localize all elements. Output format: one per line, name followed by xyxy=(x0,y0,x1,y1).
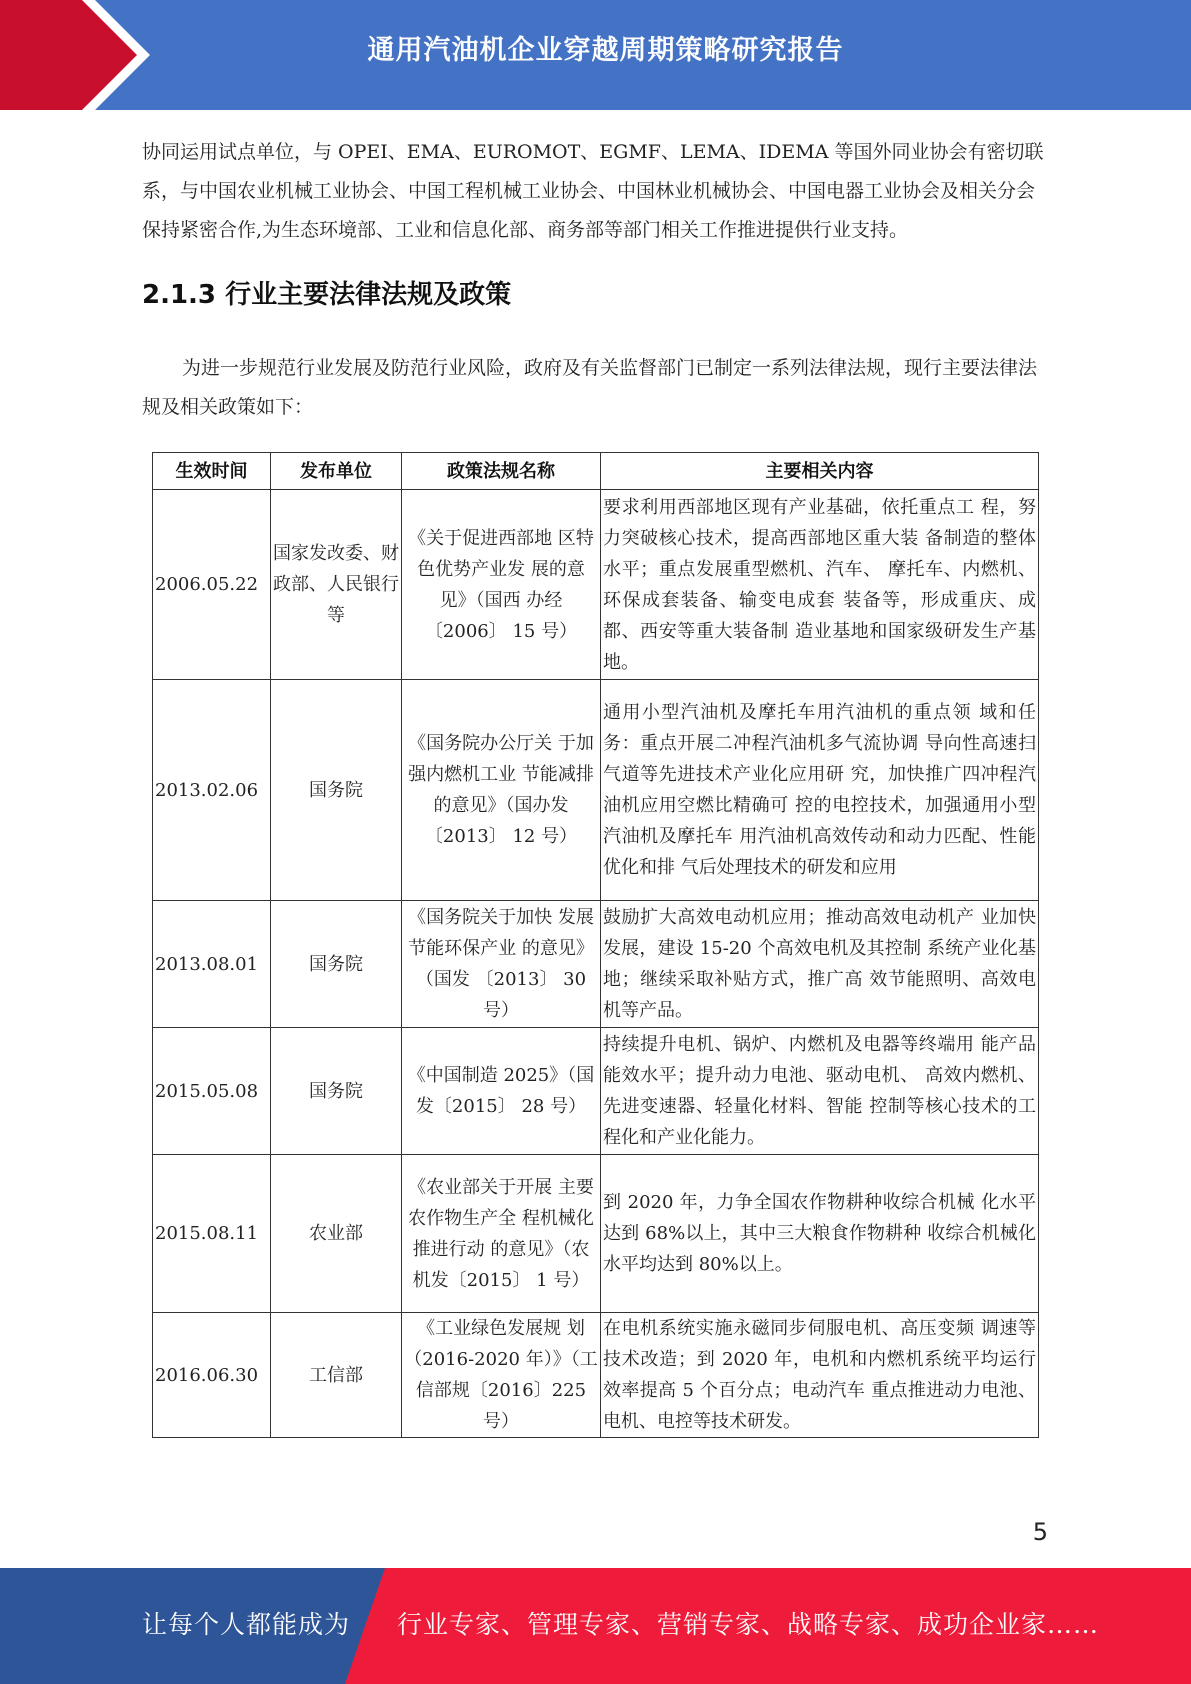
table-row xyxy=(153,680,1039,901)
cell-policy-name: 《中国制造 2025》（国发〔2015〕 28 号） xyxy=(402,1028,601,1155)
header-policy-name: 政策法规名称 xyxy=(402,453,601,490)
table-header-row xyxy=(153,453,1039,490)
cell-date: 2006.05.22 xyxy=(153,490,271,680)
cell-policy-name: 《关于促进西部地 区特色优势产业发 展的意见》（国西 办经〔2006〕 15 号） xyxy=(402,490,601,680)
cell-policy-name: 《国务院关于加快 发展节能环保产业 的意见》（国发 〔2013〕 30 号） xyxy=(402,901,601,1028)
footer-slogan-right: 行业专家、管理专家、营销专家、战略专家、成功企业家…… xyxy=(397,1610,1100,1639)
cell-policy-name: 《农业部关于开展 主要农作物生产全 程机械化推进行动 的意见》（农机发〔2015〕 1 号） xyxy=(402,1155,601,1313)
table-row xyxy=(153,901,1039,1028)
header-effective-date: 生效时间 xyxy=(153,453,271,490)
cell-policy-name: 《国务院办公厅关 于加强内燃机工业 节能减排的意见》（国办发〔2013〕 12 号） xyxy=(402,680,601,901)
cell-unit: 国务院 xyxy=(271,1028,402,1155)
page-header xyxy=(0,0,1191,110)
header-issuing-unit: 发布单位 xyxy=(271,453,402,490)
cell-date: 2013.08.01 xyxy=(153,901,271,1028)
report-title: 通用汽油机企业穿越周期策略研究报告 xyxy=(367,35,844,66)
page-number: 5 xyxy=(1032,1518,1048,1546)
cell-content: 鼓励扩大高效电动机应用；推动高效电动机产 业加快发展，建设 15-20 个高效电机及其控制 系统产业化基地；继续采取补贴方式，推广高 效节能照明、高效电机等产品。 xyxy=(601,901,1039,1028)
cell-policy-name: 《工业绿色发展规 划（2016-2020 年）》（工信部规〔2016〕225 号） xyxy=(402,1313,601,1438)
section-paragraph: 为进一步规范行业发展及防范行业风险，政府及有关监督部门已制定一系列法律法规，现行主要法律法规及相关政策如下： xyxy=(142,357,1038,418)
page-footer xyxy=(0,1568,1191,1684)
cell-unit: 国家发改委、财政部、人民银行等 xyxy=(271,490,402,680)
cell-unit: 农业部 xyxy=(271,1155,402,1313)
policy-table xyxy=(152,452,1039,1438)
cell-unit: 国务院 xyxy=(271,680,402,901)
table-row xyxy=(153,1155,1039,1313)
cell-date: 2013.02.06 xyxy=(153,680,271,901)
footer-slogan-left: 让每个人都能成为 xyxy=(142,1610,351,1639)
table-row xyxy=(153,1313,1039,1438)
cell-content: 到 2020 年，力争全国农作物耕种收综合机械 化水平达到 68%以上，其中三大粮食作物耕种 收综合机械化水平均达到 80%以上。 xyxy=(601,1155,1039,1313)
cell-unit: 国务院 xyxy=(271,901,402,1028)
cell-date: 2015.05.08 xyxy=(153,1028,271,1155)
cell-content: 在电机系统实施永磁同步伺服电机、高压变频 调速等技术改造；到 2020 年，电机和内燃机系统平均运行效率提高 5 个百分点；电动汽车 重点推进动力电池、电机、电控等技术研发。 xyxy=(601,1313,1039,1438)
intro-paragraph: 协同运用试点单位，与 OPEI、EMA、EUROMOT、EGMF、LEMA、IDEMA 等国外同业协会有密切联系，与中国农业机械工业协会、中国工程机械工业协会、中国林业机械协会、中国电器工业协会及相关分会保持紧密合作,为生态环境部、工业和信息化部、商务部等部门相关工作推进提供行业支持。 xyxy=(142,141,1044,241)
table-row xyxy=(153,1028,1039,1155)
table-row xyxy=(153,490,1039,680)
section-heading: 2.1.3 行业主要法律法规及政策 xyxy=(142,280,512,310)
cell-content: 要求利用西部地区现有产业基础，依托重点工 程，努力突破核心技术，提高西部地区重大装 备制造的整体水平；重点发展重型燃机、汽车、 摩托车、内燃机、环保成套装备、输变电成套 装备等，形成重庆、成都、西安等重大装备制 造业基地和国家级研发生产基地。 xyxy=(601,490,1039,680)
cell-date: 2015.08.11 xyxy=(153,1155,271,1313)
cell-date: 2016.06.30 xyxy=(153,1313,271,1438)
cell-content: 通用小型汽油机及摩托车用汽油机的重点领 域和任务：重点开展二冲程汽油机多气流协调 导向性高速扫气道等先进技术产业化应用研 究，加快推广四冲程汽油机应用空燃比精确可 控的电控技术，加强通用小型汽油机及摩托车 用汽油机高效传动和动力匹配、性能优化和排 气后处理技术的研发和应用 xyxy=(601,680,1039,901)
header-main-content: 主要相关内容 xyxy=(601,453,1039,490)
cell-unit: 工信部 xyxy=(271,1313,402,1438)
cell-content: 持续提升电机、锅炉、内燃机及电器等终端用 能产品能效水平；提升动力电池、驱动电机、 高效内燃机、先进变速器、轻量化材料、智能 控制等核心技术的工程化和产业化能力。 xyxy=(601,1028,1039,1155)
